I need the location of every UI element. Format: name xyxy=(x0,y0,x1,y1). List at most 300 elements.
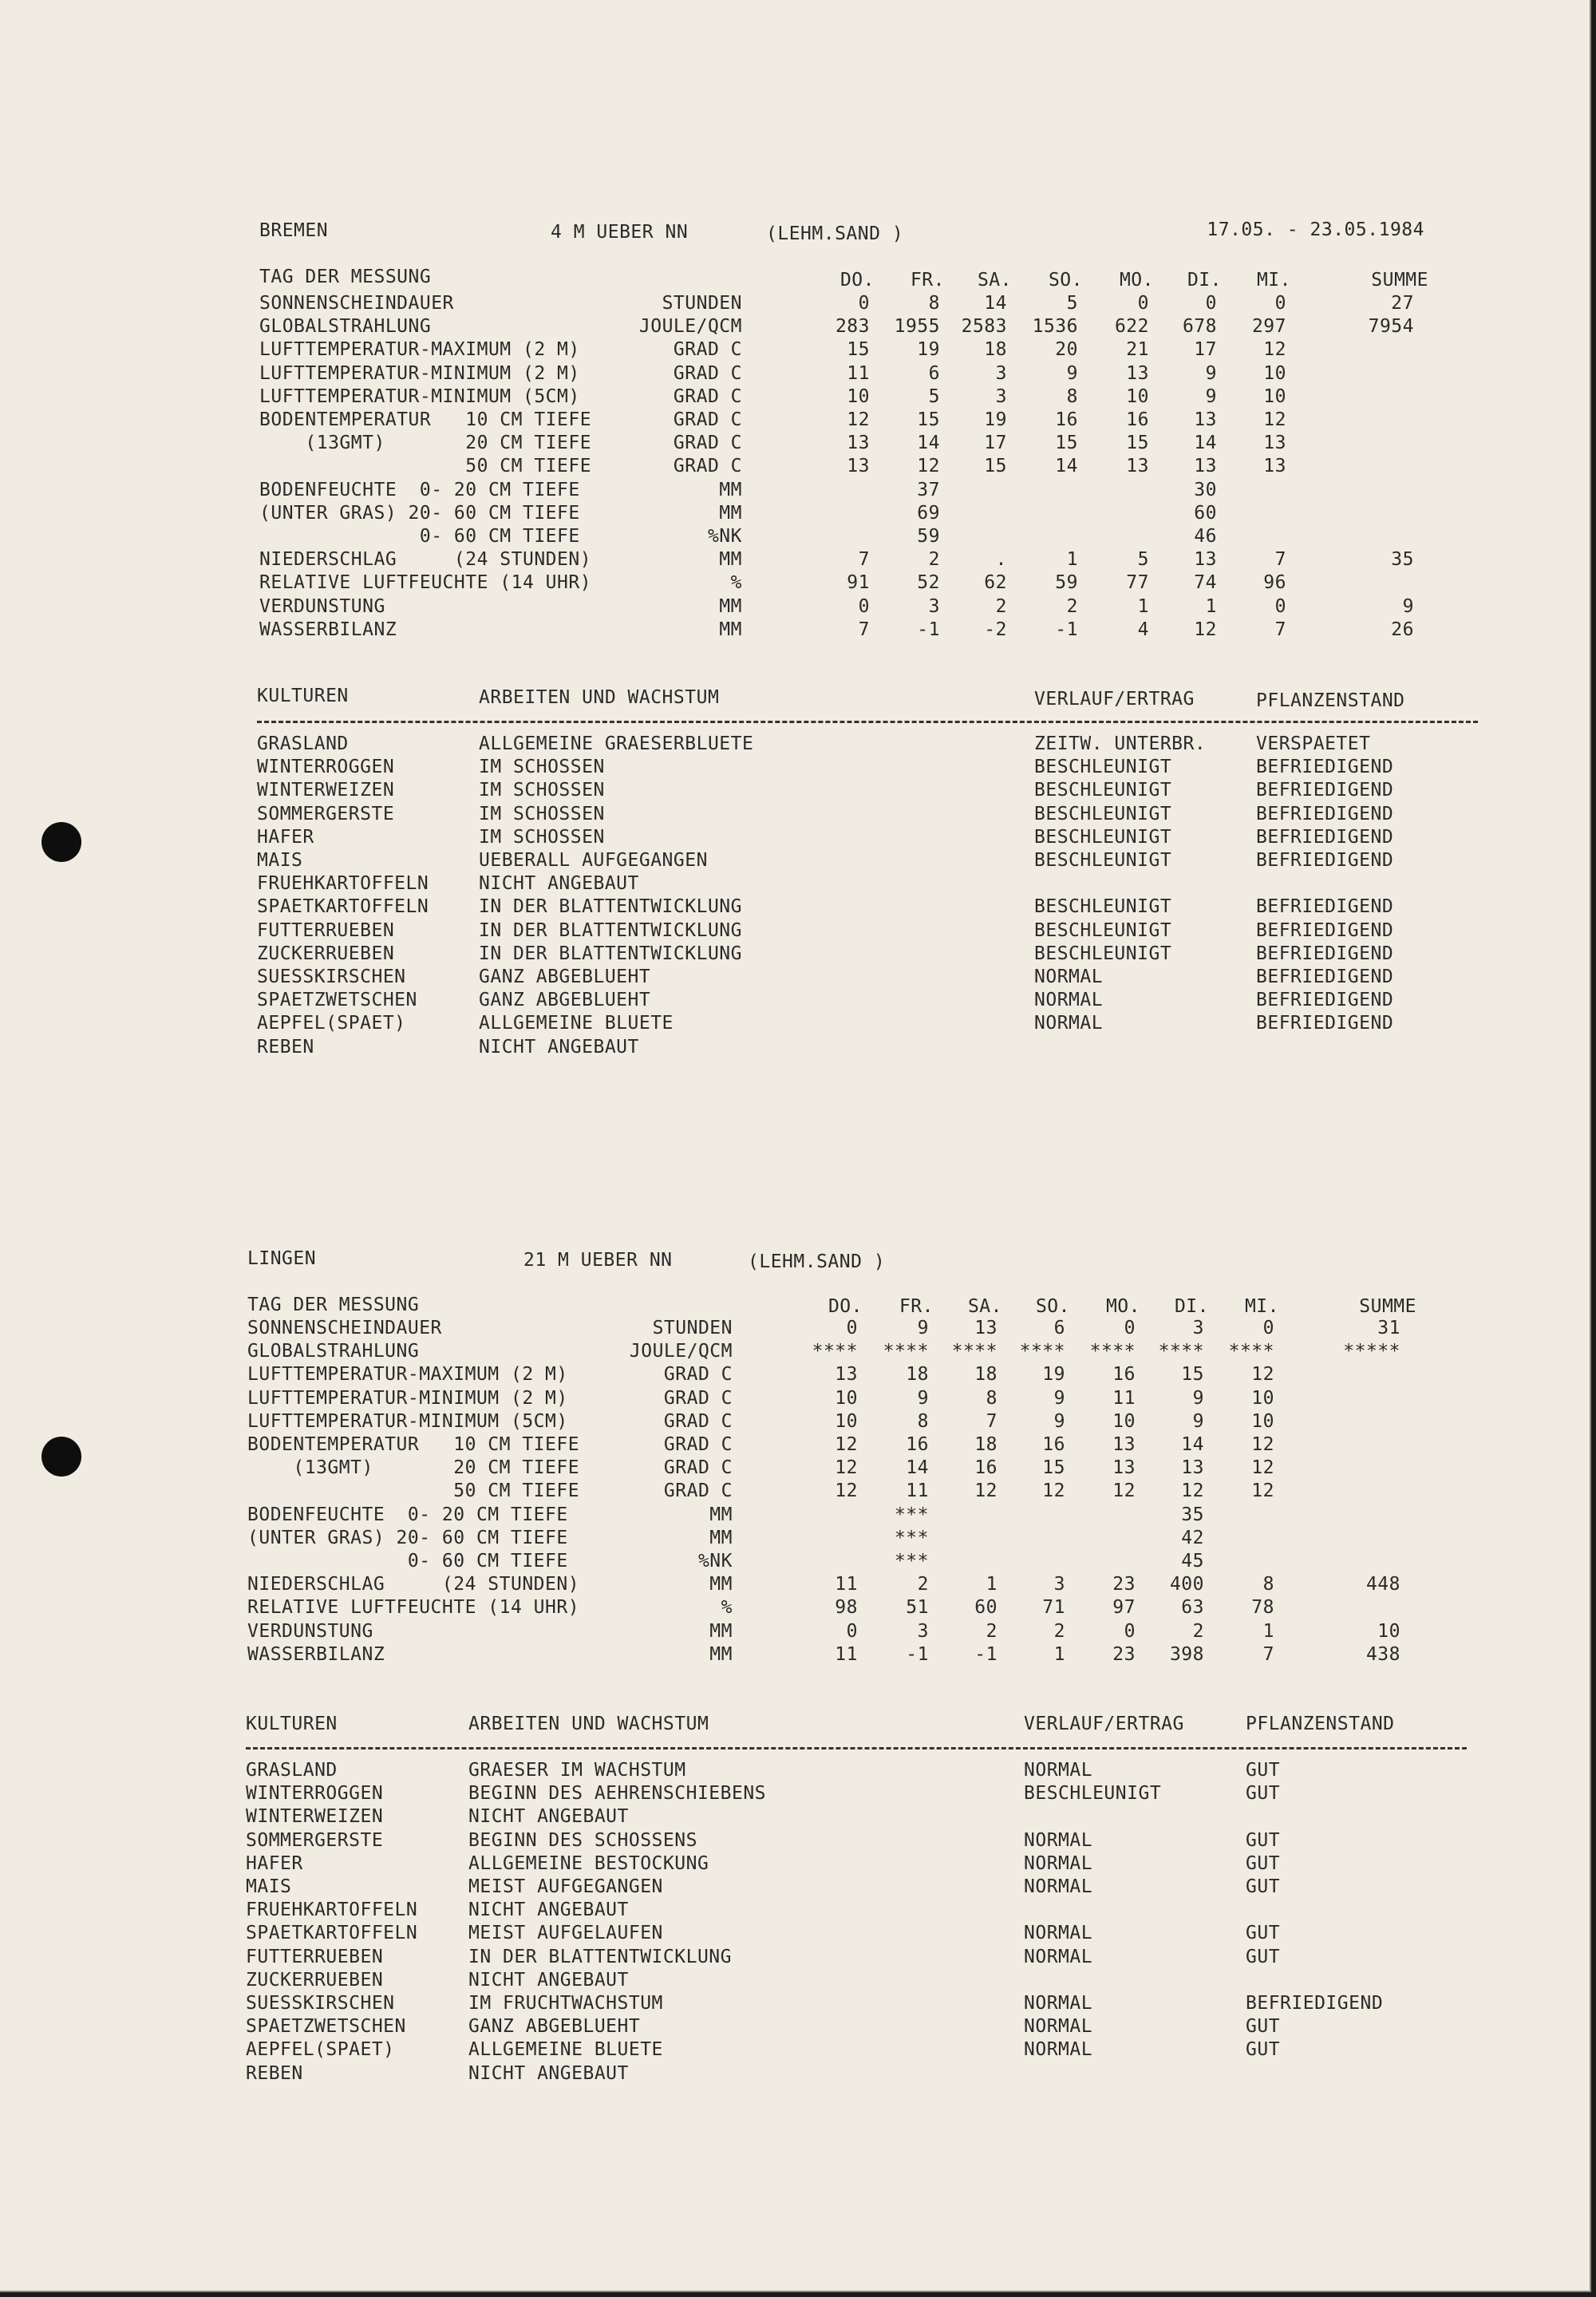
value-cell: 97 xyxy=(1112,1597,1136,1618)
station-name: LINGEN xyxy=(247,1248,317,1269)
value-cell: 12 xyxy=(835,1457,858,1478)
value-cell: 4 xyxy=(1137,619,1149,640)
value-cell: 10 xyxy=(1251,1411,1274,1432)
value-cell: -2 xyxy=(984,619,1007,640)
crop-name: FUTTERRUEBEN xyxy=(246,1947,384,1967)
crop-condition: BEFRIEDIGEND xyxy=(1256,990,1394,1010)
value-cell: 13 xyxy=(1126,363,1149,384)
crop-condition: GUT xyxy=(1246,1783,1281,1804)
value-cell: 15 xyxy=(847,339,870,360)
crop-progress: NORMAL xyxy=(1034,1013,1104,1034)
day-header-cell: MI. xyxy=(1244,1296,1279,1317)
value-cell: 9 xyxy=(1192,1411,1204,1432)
row-label: VERDUNSTUNG xyxy=(247,1621,373,1642)
value-cell: 6 xyxy=(928,363,940,384)
row-label: VERDUNSTUNG xyxy=(259,596,385,617)
crop-progress: BESCHLEUNIGT xyxy=(1034,804,1172,824)
value-cell: 12 xyxy=(1263,339,1286,360)
crop-progress: NORMAL xyxy=(1024,1760,1093,1781)
crop-progress: NORMAL xyxy=(1024,1993,1093,2014)
day-header-cell: MI. xyxy=(1256,270,1291,291)
value-cell: . xyxy=(995,549,1007,570)
measurement-header-label: TAG DER MESSUNG xyxy=(259,267,432,287)
row-unit: MM xyxy=(709,1528,733,1548)
value-cell: 69 xyxy=(917,503,940,524)
col-verlauf: VERLAUF/ERTRAG xyxy=(1024,1714,1184,1734)
crop-condition: GUT xyxy=(1246,2039,1281,2060)
crop-condition: BEFRIEDIGEND xyxy=(1256,850,1394,871)
crop-condition: BEFRIEDIGEND xyxy=(1256,827,1394,848)
value-cell: 12 xyxy=(1112,1481,1136,1501)
crop-condition: BEFRIEDIGEND xyxy=(1256,920,1394,941)
station-elevation: 21 M UEBER NN xyxy=(523,1250,673,1271)
value-cell: 9 xyxy=(917,1388,929,1409)
value-cell: 13 xyxy=(1263,456,1286,476)
value-cell: 16 xyxy=(1042,1434,1065,1455)
value-cell: 16 xyxy=(906,1434,929,1455)
value-cell: 7 xyxy=(1262,1644,1274,1665)
value-cell: -1 xyxy=(917,619,940,640)
crop-condition: VERSPAETET xyxy=(1256,733,1371,754)
crop-activity: GANZ ABGEBLUEHT xyxy=(479,990,651,1010)
value-cell: 52 xyxy=(917,572,940,593)
row-label: 0- 60 CM TIEFE xyxy=(259,526,580,547)
value-cell: 3 xyxy=(928,596,940,617)
row-unit: GRAD C xyxy=(663,1481,733,1501)
value-cell: 96 xyxy=(1263,572,1286,593)
value-cell: 14 xyxy=(917,433,940,453)
value-cell: 16 xyxy=(974,1457,998,1478)
value-cell: 2 xyxy=(995,596,1007,617)
row-label: BODENFEUCHTE 0- 20 CM TIEFE xyxy=(247,1504,568,1525)
crop-activity: UEBERALL AUFGEGANGEN xyxy=(479,850,708,871)
col-arbeiten: ARBEITEN UND WACHSTUM xyxy=(479,687,720,708)
value-cell: 1 xyxy=(1137,596,1149,617)
crop-name: SUESSKIRSCHEN xyxy=(246,1993,395,2014)
crop-condition: BEFRIEDIGEND xyxy=(1256,967,1394,987)
crop-activity: GANZ ABGEBLUEHT xyxy=(479,967,651,987)
crop-name: SPAETKARTOFFELN xyxy=(257,896,429,917)
day-header-cell: MO. xyxy=(1119,270,1154,291)
value-cell: 35 xyxy=(1181,1504,1204,1525)
crop-activity: NICHT ANGEBAUT xyxy=(468,2063,629,2084)
value-cell: 1955 xyxy=(894,316,940,337)
row-label: LUFTTEMPERATUR-MINIMUM (2 M) xyxy=(247,1388,568,1409)
crop-name: WINTERWEIZEN xyxy=(257,780,395,801)
station-name: BREMEN xyxy=(259,220,329,241)
report-period: 17.05. - 23.05.1984 xyxy=(1207,219,1424,240)
value-cell: -1 xyxy=(974,1644,998,1665)
crop-activity: MEIST AUFGELAUFEN xyxy=(468,1923,663,1943)
value-cell: 3 xyxy=(995,363,1007,384)
crop-name: ZUCKERRUEBEN xyxy=(246,1970,384,1991)
value-cell: 23 xyxy=(1112,1574,1136,1595)
crop-activity: IM SCHOSSEN xyxy=(479,757,605,777)
row-label: LUFTTEMPERATUR-MAXIMUM (2 M) xyxy=(259,339,580,360)
value-cell: 12 xyxy=(917,456,940,476)
day-header-cell: SA. xyxy=(967,1296,1002,1317)
value-cell: **** xyxy=(1158,1341,1204,1362)
row-label: GLOBALSTRAHLUNG xyxy=(247,1341,420,1362)
value-cell: 2 xyxy=(1053,1621,1065,1642)
summe-header: SUMME xyxy=(1359,1296,1416,1317)
value-cell: *** xyxy=(894,1504,929,1525)
punch-hole xyxy=(41,1437,81,1477)
value-cell: 17 xyxy=(1194,339,1217,360)
row-unit: STUNDEN xyxy=(652,1318,733,1338)
crop-activity: NICHT ANGEBAUT xyxy=(479,873,639,894)
value-cell: 398 xyxy=(1169,1644,1204,1665)
crop-progress: NORMAL xyxy=(1024,1947,1093,1967)
crop-activity: ALLGEMEINE BESTOCKUNG xyxy=(468,1853,709,1874)
row-label: BODENFEUCHTE 0- 20 CM TIEFE xyxy=(259,480,580,500)
crop-activity: ALLGEMEINE GRAESERBLUETE xyxy=(479,733,754,754)
value-cell: 10 xyxy=(835,1411,858,1432)
value-cell: 2583 xyxy=(961,316,1007,337)
value-cell: 13 xyxy=(974,1318,998,1338)
value-cell: 91 xyxy=(847,572,870,593)
value-cell: 8 xyxy=(1066,386,1078,407)
value-cell: 3 xyxy=(995,386,1007,407)
day-header-cell: MO. xyxy=(1105,1296,1140,1317)
row-unit: GRAD C xyxy=(663,1457,733,1478)
row-label: RELATIVE LUFTFEUCHTE (14 UHR) xyxy=(259,572,592,593)
value-cell: -1 xyxy=(906,1644,929,1665)
value-cell: 12 xyxy=(1181,1481,1204,1501)
value-cell: 12 xyxy=(1251,1481,1274,1501)
value-cell: 0 xyxy=(1124,1318,1136,1338)
value-cell: 6 xyxy=(1053,1318,1065,1338)
value-cell: 42 xyxy=(1181,1528,1204,1548)
value-cell: 12 xyxy=(1251,1434,1274,1455)
value-cell: 0 xyxy=(858,596,870,617)
value-cell: 16 xyxy=(1126,409,1149,430)
row-label: SONNENSCHEINDAUER xyxy=(259,293,454,314)
value-cell: **** xyxy=(1089,1341,1136,1362)
value-cell: 9 xyxy=(1205,386,1217,407)
crop-name: REBEN xyxy=(257,1037,314,1058)
value-cell: *** xyxy=(894,1551,929,1572)
value-cell: 1 xyxy=(1205,596,1217,617)
value-cell: 10 xyxy=(1263,363,1286,384)
crop-condition: GUT xyxy=(1246,1947,1281,1967)
crop-condition: BEFRIEDIGEND xyxy=(1256,757,1394,777)
value-cell: 9 xyxy=(917,1318,929,1338)
crop-name: AEPFEL(SPAET) xyxy=(246,2039,395,2060)
row-unit: STUNDEN xyxy=(662,293,742,314)
crop-activity: IM SCHOSSEN xyxy=(479,827,605,848)
measurement-header-label: TAG DER MESSUNG xyxy=(247,1295,420,1315)
row-unit: MM xyxy=(719,549,742,570)
value-cell: 0 xyxy=(1274,293,1286,314)
value-cell: 46 xyxy=(1194,526,1217,547)
crop-activity: IN DER BLATTENTWICKLUNG xyxy=(468,1947,732,1967)
sum-cell: 26 xyxy=(1391,619,1414,640)
crop-name: FRUEHKARTOFFELN xyxy=(257,873,429,894)
row-label: (UNTER GRAS) 20- 60 CM TIEFE xyxy=(247,1528,568,1548)
crop-name: HAFER xyxy=(246,1853,303,1874)
value-cell: 15 xyxy=(917,409,940,430)
row-label: BODENTEMPERATUR 10 CM TIEFE xyxy=(247,1434,580,1455)
crop-condition: GUT xyxy=(1246,1830,1281,1851)
value-cell: 16 xyxy=(1112,1364,1136,1385)
crop-name: MAIS xyxy=(257,850,303,871)
crop-activity: NICHT ANGEBAUT xyxy=(468,1806,629,1827)
value-cell: 9 xyxy=(1066,363,1078,384)
crop-activity: IN DER BLATTENTWICKLUNG xyxy=(479,943,742,964)
crop-name: GRASLAND xyxy=(257,733,349,754)
row-label: LUFTTEMPERATUR-MINIMUM (5CM) xyxy=(259,386,580,407)
col-kulturen: KULTUREN xyxy=(246,1714,338,1734)
col-arbeiten: ARBEITEN UND WACHSTUM xyxy=(468,1714,709,1734)
day-header-cell: SO. xyxy=(1048,270,1083,291)
row-label: BODENTEMPERATUR 10 CM TIEFE xyxy=(259,409,592,430)
value-cell: 622 xyxy=(1114,316,1149,337)
crop-condition: BEFRIEDIGEND xyxy=(1256,943,1394,964)
crop-name: HAFER xyxy=(257,827,314,848)
value-cell: 0 xyxy=(1262,1318,1274,1338)
crop-name: WINTERWEIZEN xyxy=(246,1806,384,1827)
crop-condition: GUT xyxy=(1246,1853,1281,1874)
row-unit: MM xyxy=(709,1504,733,1525)
value-cell: 3 xyxy=(1053,1574,1065,1595)
divider xyxy=(246,1747,1467,1749)
sum-cell: 438 xyxy=(1365,1644,1400,1665)
value-cell: 12 xyxy=(835,1434,858,1455)
value-cell: 7 xyxy=(1274,619,1286,640)
value-cell: 2 xyxy=(986,1621,998,1642)
crop-progress: NORMAL xyxy=(1024,1853,1093,1874)
value-cell: 71 xyxy=(1042,1597,1065,1618)
value-cell: 62 xyxy=(984,572,1007,593)
row-label: (UNTER GRAS) 20- 60 CM TIEFE xyxy=(259,503,580,524)
crop-activity: MEIST AUFGEGANGEN xyxy=(468,1876,663,1897)
divider xyxy=(257,721,1478,723)
value-cell: 14 xyxy=(1181,1434,1204,1455)
value-cell: 63 xyxy=(1181,1597,1204,1618)
value-cell: 297 xyxy=(1251,316,1286,337)
value-cell: 15 xyxy=(1181,1364,1204,1385)
crop-progress: NORMAL xyxy=(1034,967,1104,987)
value-cell: 23 xyxy=(1112,1644,1136,1665)
value-cell: 14 xyxy=(1055,456,1078,476)
value-cell: 0 xyxy=(1124,1621,1136,1642)
value-cell: 7 xyxy=(1274,549,1286,570)
value-cell: 0 xyxy=(1205,293,1217,314)
crop-progress: BESCHLEUNIGT xyxy=(1034,920,1172,941)
crop-progress: ZEITW. UNTERBR. xyxy=(1034,733,1207,754)
row-unit: GRAD C xyxy=(673,409,742,430)
value-cell: 400 xyxy=(1169,1574,1204,1595)
crop-activity: IM SCHOSSEN xyxy=(479,780,605,801)
crop-activity: GRAESER IM WACHSTUM xyxy=(468,1760,686,1781)
crop-condition: BEFRIEDIGEND xyxy=(1256,896,1394,917)
crop-name: GRASLAND xyxy=(246,1760,338,1781)
col-kulturen: KULTUREN xyxy=(257,686,349,706)
value-cell: 37 xyxy=(917,480,940,500)
row-unit: JOULE/QCM xyxy=(629,1341,733,1362)
value-cell: 15 xyxy=(1042,1457,1065,1478)
crop-condition: BEFRIEDIGEND xyxy=(1256,780,1394,801)
crop-activity: IN DER BLATTENTWICKLUNG xyxy=(479,896,742,917)
crop-progress: BESCHLEUNIGT xyxy=(1034,896,1172,917)
crop-name: SOMMERGERSTE xyxy=(246,1830,384,1851)
value-cell: 18 xyxy=(974,1434,998,1455)
value-cell: 11 xyxy=(906,1481,929,1501)
day-header-cell: FR. xyxy=(899,1296,934,1317)
row-label: LUFTTEMPERATUR-MINIMUM (5CM) xyxy=(247,1411,568,1432)
sum-cell: 9 xyxy=(1402,596,1414,617)
crop-name: SPAETZWETSCHEN xyxy=(257,990,417,1010)
crop-progress: NORMAL xyxy=(1024,2039,1093,2060)
row-unit: MM xyxy=(719,480,742,500)
crop-progress: BESCHLEUNIGT xyxy=(1034,943,1172,964)
value-cell: 0 xyxy=(846,1318,858,1338)
value-cell: 13 xyxy=(1194,549,1217,570)
crop-name: WINTERROGGEN xyxy=(257,757,395,777)
value-cell: 13 xyxy=(1112,1457,1136,1478)
crop-activity: IN DER BLATTENTWICKLUNG xyxy=(479,920,742,941)
crop-name: MAIS xyxy=(246,1876,292,1897)
value-cell: 12 xyxy=(835,1481,858,1501)
value-cell: 12 xyxy=(1251,1457,1274,1478)
station-soil: (LEHM.SAND ) xyxy=(766,223,904,244)
day-header-cell: FR. xyxy=(910,270,945,291)
row-unit: MM xyxy=(709,1621,733,1642)
crop-progress: BESCHLEUNIGT xyxy=(1024,1783,1162,1804)
row-label: 50 CM TIEFE xyxy=(259,456,592,476)
crop-name: AEPFEL(SPAET) xyxy=(257,1013,406,1034)
row-unit: % xyxy=(730,572,742,593)
crop-progress: BESCHLEUNIGT xyxy=(1034,780,1172,801)
crop-condition: BEFRIEDIGEND xyxy=(1246,1993,1384,2014)
value-cell: 2 xyxy=(917,1574,929,1595)
crop-condition: BEFRIEDIGEND xyxy=(1256,1013,1394,1034)
value-cell: 13 xyxy=(1112,1434,1136,1455)
value-cell: 13 xyxy=(1194,456,1217,476)
value-cell: 12 xyxy=(1042,1481,1065,1501)
row-unit: GRAD C xyxy=(663,1411,733,1432)
crop-activity: GANZ ABGEBLUEHT xyxy=(468,2016,641,2037)
value-cell: 7 xyxy=(858,549,870,570)
value-cell: 11 xyxy=(835,1644,858,1665)
row-label: LUFTTEMPERATUR-MAXIMUM (2 M) xyxy=(247,1364,568,1385)
value-cell: 60 xyxy=(1194,503,1217,524)
crop-name: WINTERROGGEN xyxy=(246,1783,384,1804)
row-label: LUFTTEMPERATUR-MINIMUM (2 M) xyxy=(259,363,580,384)
row-label: SONNENSCHEINDAUER xyxy=(247,1318,442,1338)
value-cell: **** xyxy=(1019,1341,1065,1362)
crop-activity: NICHT ANGEBAUT xyxy=(468,1900,629,1920)
row-label: (13GMT) 20 CM TIEFE xyxy=(259,433,592,453)
row-unit: GRAD C xyxy=(663,1434,733,1455)
sum-cell: 7954 xyxy=(1368,316,1414,337)
crop-progress: BESCHLEUNIGT xyxy=(1034,757,1172,777)
value-cell: 11 xyxy=(835,1574,858,1595)
crop-condition: BEFRIEDIGEND xyxy=(1256,804,1394,824)
value-cell: 18 xyxy=(974,1364,998,1385)
value-cell: 5 xyxy=(1137,549,1149,570)
day-header-cell: DI. xyxy=(1174,1296,1209,1317)
value-cell: 20 xyxy=(1055,339,1078,360)
crop-name: REBEN xyxy=(246,2063,303,2084)
value-cell: 45 xyxy=(1181,1551,1204,1572)
value-cell: 10 xyxy=(847,386,870,407)
station-soil: (LEHM.SAND ) xyxy=(748,1251,886,1272)
row-label: (13GMT) 20 CM TIEFE xyxy=(247,1457,580,1478)
row-label: NIEDERSCHLAG (24 STUNDEN) xyxy=(259,549,592,570)
day-header-cell: DI. xyxy=(1187,270,1222,291)
value-cell: 1 xyxy=(1053,1644,1065,1665)
crop-condition: GUT xyxy=(1246,2016,1281,2037)
crop-activity: BEGINN DES AEHRENSCHIEBENS xyxy=(468,1783,767,1804)
value-cell: 12 xyxy=(1263,409,1286,430)
crop-condition: GUT xyxy=(1246,1760,1281,1781)
col-pflanzenstand: PFLANZENSTAND xyxy=(1256,690,1405,711)
value-cell: 15 xyxy=(1055,433,1078,453)
value-cell: 13 xyxy=(1194,409,1217,430)
crop-name: ZUCKERRUEBEN xyxy=(257,943,395,964)
crop-progress: NORMAL xyxy=(1024,1830,1093,1851)
summe-header: SUMME xyxy=(1371,270,1428,291)
value-cell: 13 xyxy=(1126,456,1149,476)
row-unit: GRAD C xyxy=(673,363,742,384)
value-cell: -1 xyxy=(1055,619,1078,640)
value-cell: 18 xyxy=(984,339,1007,360)
value-cell: 7 xyxy=(986,1411,998,1432)
value-cell: 98 xyxy=(835,1597,858,1618)
sum-cell: 31 xyxy=(1377,1318,1400,1338)
value-cell: 10 xyxy=(1263,386,1286,407)
value-cell: 9 xyxy=(1053,1388,1065,1409)
value-cell: 0 xyxy=(1274,596,1286,617)
row-unit: % xyxy=(721,1597,733,1618)
value-cell: 77 xyxy=(1126,572,1149,593)
crop-activity: NICHT ANGEBAUT xyxy=(479,1037,639,1058)
value-cell: 2 xyxy=(928,549,940,570)
crop-name: SPAETZWETSCHEN xyxy=(246,2016,406,2037)
crop-activity: IM FRUCHTWACHSTUM xyxy=(468,1993,663,2014)
value-cell: 1 xyxy=(1262,1621,1274,1642)
value-cell: 9 xyxy=(1205,363,1217,384)
value-cell: 78 xyxy=(1251,1597,1274,1618)
sum-cell: 448 xyxy=(1365,1574,1400,1595)
value-cell: 19 xyxy=(1042,1364,1065,1385)
value-cell: 60 xyxy=(974,1597,998,1618)
value-cell: 8 xyxy=(917,1411,929,1432)
crop-progress: BESCHLEUNIGT xyxy=(1034,827,1172,848)
col-pflanzenstand: PFLANZENSTAND xyxy=(1246,1714,1395,1734)
station-elevation: 4 M UEBER NN xyxy=(551,222,689,243)
value-cell: 51 xyxy=(906,1597,929,1618)
value-cell: 12 xyxy=(847,409,870,430)
value-cell: 0 xyxy=(1137,293,1149,314)
value-cell: 678 xyxy=(1182,316,1217,337)
value-cell: 3 xyxy=(1192,1318,1204,1338)
value-cell: 21 xyxy=(1126,339,1149,360)
row-unit: MM xyxy=(719,619,742,640)
value-cell: 59 xyxy=(917,526,940,547)
value-cell: 13 xyxy=(1263,433,1286,453)
crop-activity: ALLGEMEINE BLUETE xyxy=(468,2039,663,2060)
value-cell: 14 xyxy=(984,293,1007,314)
value-cell: 12 xyxy=(1251,1364,1274,1385)
crop-condition: GUT xyxy=(1246,1923,1281,1943)
row-unit: GRAD C xyxy=(673,456,742,476)
row-unit: GRAD C xyxy=(663,1388,733,1409)
value-cell: 59 xyxy=(1055,572,1078,593)
value-cell: 13 xyxy=(1181,1457,1204,1478)
